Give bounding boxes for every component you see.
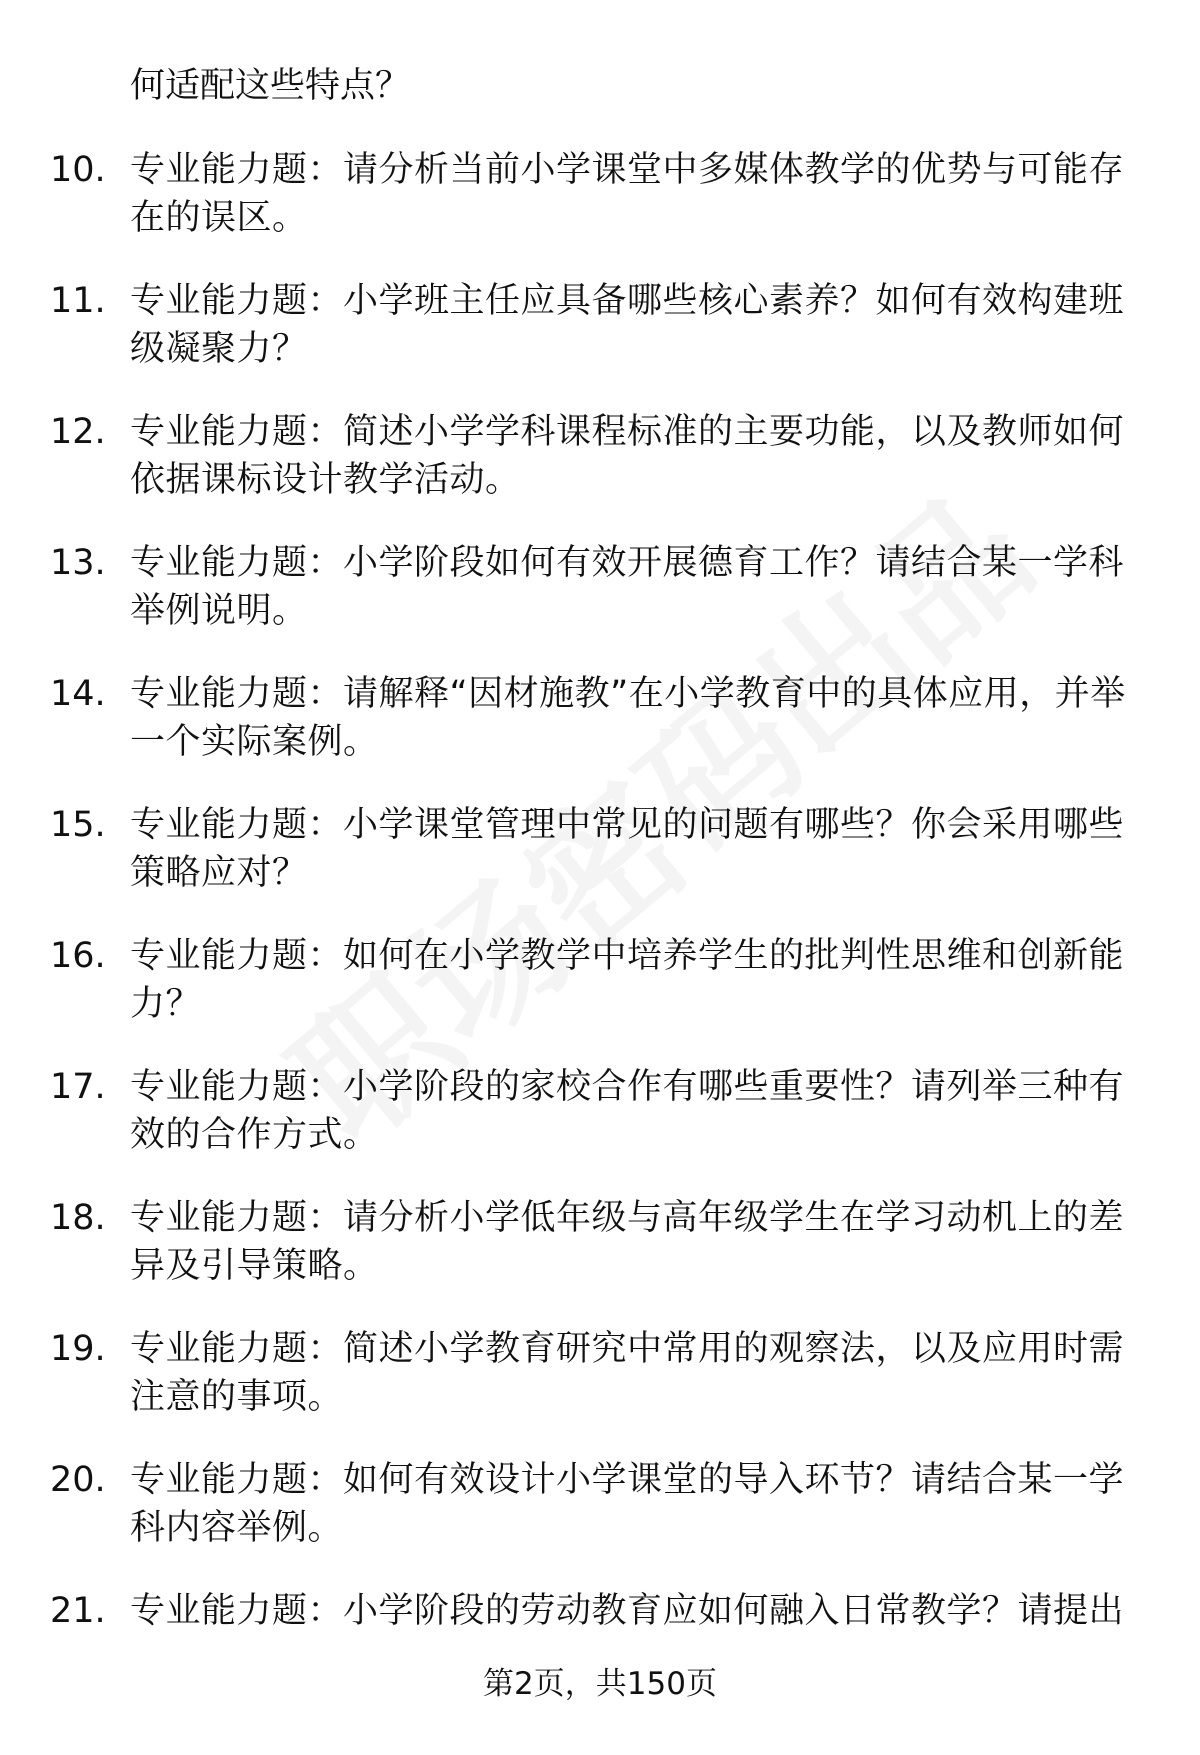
- question-number: 17.: [50, 1067, 106, 1107]
- question-text: 专业能力题：简述小学教育研究中常用的观察法，以及应用时需注意的事项。: [130, 1329, 1125, 1417]
- question-number: 18.: [50, 1198, 106, 1238]
- question-text: 专业能力题：简述小学学科课程标准的主要功能，以及教师如何依据课标设计教学活动。: [130, 412, 1125, 500]
- question-text: 专业能力题：请分析当前小学课堂中多媒体教学的优势与可能存在的误区。: [130, 150, 1125, 238]
- question-text: 专业能力题：如何在小学教学中培养学生的批判性思维和创新能力？: [130, 936, 1125, 1024]
- question-number: 21.: [50, 1591, 106, 1631]
- question-text: 专业能力题：小学班主任应具备哪些核心素养？如何有效构建班级凝聚力？: [130, 281, 1125, 369]
- question-item: [0, 926, 1200, 1057]
- question-number: 19.: [50, 1329, 106, 1369]
- question-item: [0, 140, 1200, 271]
- question-number: 16.: [50, 936, 106, 976]
- question-item: [0, 664, 1200, 795]
- question-item: [0, 1188, 1200, 1319]
- question-item: [0, 402, 1200, 533]
- question-text: 专业能力题：小学阶段的家校合作有哪些重要性？请列举三种有效的合作方式。: [130, 1067, 1125, 1155]
- question-item: [0, 1450, 1200, 1581]
- question-text: 专业能力题：小学阶段如何有效开展德育工作？请结合某一学科举例说明。: [130, 543, 1125, 631]
- question-text: 专业能力题：请解释“因材施教”在小学教育中的具体应用，并举一个实际案例。: [130, 674, 1126, 762]
- question-number: 13.: [50, 543, 106, 583]
- question-item: [0, 795, 1200, 926]
- question-number: 14.: [50, 674, 106, 714]
- question-number: 10.: [50, 150, 106, 190]
- question-item: [0, 1319, 1200, 1450]
- question-text: 专业能力题：小学阶段的劳动教育应如何融入日常教学？请提出: [130, 1591, 1125, 1631]
- question-item: [0, 1057, 1200, 1188]
- question-number: 12.: [50, 412, 106, 452]
- question-text: 专业能力题：小学课堂管理中常见的问题有哪些？你会采用哪些策略应对？: [130, 805, 1125, 893]
- question-number: 15.: [50, 805, 106, 845]
- question-text: 专业能力题：如何有效设计小学课堂的导入环节？请结合某一学科内容举例。: [130, 1460, 1125, 1548]
- question-number: 11.: [50, 281, 106, 321]
- question-item: [0, 533, 1200, 664]
- question-list: [0, 140, 1200, 1712]
- question-number: 20.: [50, 1460, 106, 1500]
- question-item: [0, 271, 1200, 402]
- continuation-text: 何适配这些特点？: [130, 66, 411, 106]
- page-footer: 第2页，共150页: [483, 1666, 717, 1702]
- question-text: 专业能力题：请分析小学低年级与高年级学生在学习动机上的差异及引导策略。: [130, 1198, 1125, 1286]
